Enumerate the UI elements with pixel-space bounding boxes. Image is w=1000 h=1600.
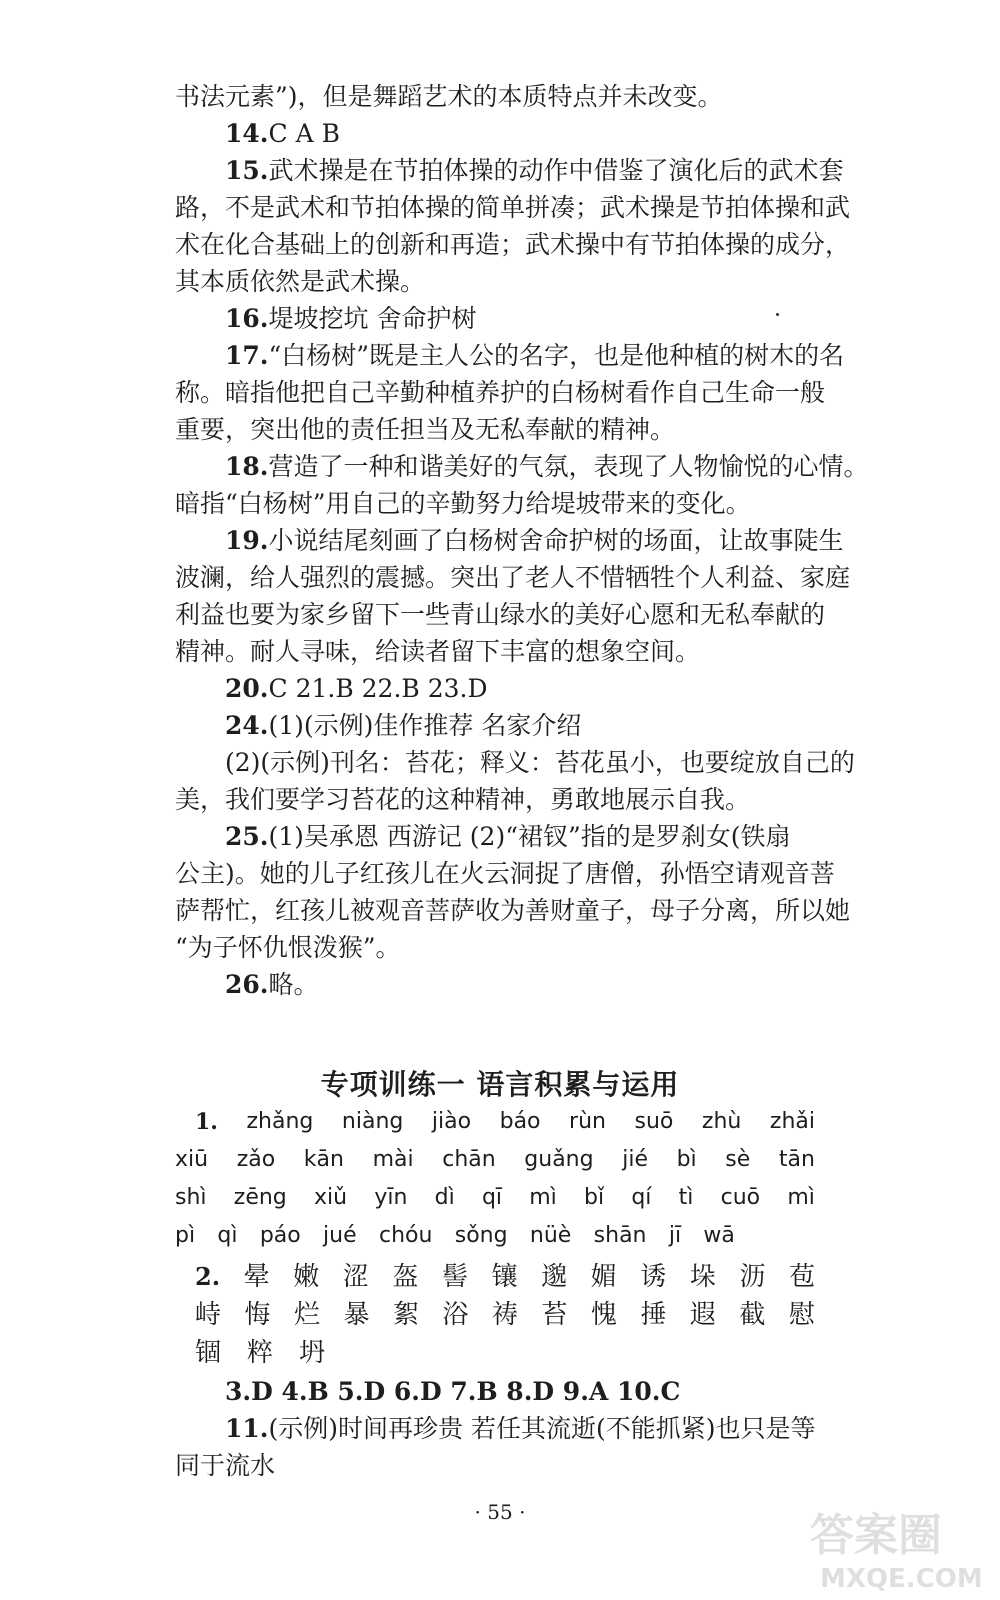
pinyin-item: kān [303, 1147, 344, 1172]
answer-25-text: (1)吴承恩 西游记 (2)“裙钗”指的是罗刹女(铁扇 [268, 822, 791, 851]
svg-text:答案圈: 答案圈 [810, 1510, 942, 1561]
hanzi-item: 截 [739, 1300, 766, 1330]
line-top: 书法元素”)，但是舞蹈艺术的本质特点并未改变。 [175, 82, 723, 111]
answer-25-line-4: “为子怀仇恨泼猴”。 [175, 933, 401, 962]
hanzi-item: 垛 [689, 1262, 716, 1292]
answer-16-text: 堤坡挖坑 舍命护树 [268, 304, 477, 333]
print-speck [776, 313, 779, 316]
pinyin-item: qī [481, 1185, 503, 1210]
answer-25-line-1 [175, 818, 815, 855]
hanzi-item: 烂 [293, 1300, 320, 1330]
answer-15-line-3: 术在化合基础上的创新和再造；武术操中有节拍体操的成分， [175, 230, 851, 259]
hanzi-item: 捶 [640, 1300, 667, 1330]
answer-26 [175, 966, 815, 1003]
hanzi-item: 盔 [392, 1262, 419, 1292]
hanzi-item: 晕 [243, 1262, 270, 1292]
pinyin-item: jiào [431, 1109, 472, 1134]
pinyin-item: tì [678, 1185, 694, 1210]
answer-16-number: 16. [225, 304, 269, 333]
pinyin-item: zǎo [236, 1147, 276, 1172]
answers-block [175, 78, 869, 1003]
answer-20-23 [175, 670, 815, 707]
pinyin-item: sè [725, 1147, 751, 1172]
hanzi-item: 絮 [392, 1300, 419, 1330]
watermark-logo [800, 1495, 990, 1595]
q1-number: 1. [195, 1109, 218, 1135]
pinyin-item: guǎng [524, 1147, 594, 1172]
pinyin-item: qì [217, 1223, 238, 1248]
answers-lower-block [175, 1373, 815, 1484]
answer-14-number: 14. [225, 119, 269, 148]
hanzi-item: 诱 [640, 1262, 667, 1292]
answer-3-10: 3.D 4.B 5.D 6.D 7.B 8.D 9.A 10.C [225, 1377, 681, 1406]
watermark-icon [800, 1495, 990, 1595]
pinyin-item: jī [668, 1223, 682, 1248]
hanzi-item: 慰 [788, 1300, 815, 1330]
pinyin-item: zhǎng [246, 1109, 314, 1134]
answer-19-line-4: 精神。耐人寻味，给读者留下丰富的想象空间。 [175, 637, 701, 666]
page-number: · 55 · [474, 1500, 526, 1524]
pinyin-item: mì [529, 1185, 557, 1210]
answer-14 [175, 115, 815, 152]
answer-15-line-2: 路，不是武术和节拍体操的简单拼凑；武术操是节拍体操和武 [175, 193, 851, 222]
answer-17-text: “白杨树”既是主人公的名字，也是他种植的树木的名 [268, 341, 845, 370]
answer-19-line-2: 波澜，给人强烈的震撼。突出了老人不惜牺牲个人利益、家庭 [175, 563, 851, 592]
answer-18-line-2: 暗指“白杨树”用自己的辛勤努力给堤坡带来的变化。 [175, 489, 751, 518]
pinyin-item: xiū [175, 1147, 209, 1172]
hanzi-item: 镶 [491, 1262, 518, 1292]
answer-20-number: 20. [225, 674, 269, 703]
hanzi-item: 峙 [195, 1300, 222, 1330]
answer-17-line-2: 称。暗指他把自己辛勤种植养护的白杨树看作自己生命一般 [175, 378, 826, 407]
hanzi-item: 祷 [491, 1300, 518, 1330]
pinyin-item: yīn [374, 1185, 408, 1210]
pinyin-row-4 [175, 1217, 735, 1255]
answer-15-text: 武术操是在节拍体操的动作中借鉴了演化后的武术套 [268, 156, 844, 185]
pinyin-item: jié [622, 1147, 648, 1172]
answer-15-line-1 [175, 152, 844, 189]
hanzi-item: 媚 [590, 1262, 617, 1292]
q2-number: 2. [195, 1262, 221, 1291]
answer-15-number: 15. [225, 156, 269, 185]
answer-11-text: (示例)时间再珍贵 若任其流逝(不能抓紧)也只是等 [268, 1414, 816, 1443]
hanzi-item: 沥 [739, 1262, 766, 1292]
pinyin-item: wā [703, 1223, 735, 1248]
answer-19-text: 小说结尾刻画了白杨树舍命护树的场面，让故事陡生 [268, 526, 844, 555]
answer-11-line-1 [175, 1410, 815, 1447]
pinyin-row-2 [175, 1141, 815, 1179]
answer-16 [175, 300, 815, 337]
answer-20-23-text: C 21.B 22.B 23.D [268, 674, 488, 703]
answer-24-line-1 [175, 707, 815, 744]
answer-24-line-2: (2)(示例)刊名：苔花；释义：苔花虽小，也要绽放自己的 [225, 748, 855, 777]
hanzi-row-3 [195, 1334, 815, 1372]
pinyin-item: páo [259, 1223, 301, 1248]
answer-19-number: 19. [225, 526, 269, 555]
pinyin-item: mài [372, 1147, 414, 1172]
answer-17-line-1 [175, 337, 845, 374]
answer-18-line-1 [175, 448, 869, 485]
answer-18-number: 18. [225, 452, 269, 481]
hanzi-item: 粹 [247, 1338, 274, 1368]
hanzi-row-1 [195, 1258, 815, 1296]
answer-25-line-3: 萨帮忙，红孩儿被观音菩萨收为善财童子，母子分离，所以她 [175, 896, 851, 925]
answer-17-line-3: 重要，突出他的责任担当及无私奉献的精神。 [175, 415, 676, 444]
hanzi-item: 愧 [590, 1300, 617, 1330]
pinyin-item: rùn [569, 1109, 606, 1134]
pinyin-row-1 [195, 1103, 815, 1141]
section-title: 专项训练一 语言积累与运用 [320, 1068, 680, 1101]
hanzi-item: 邈 [541, 1262, 568, 1292]
answer-15-line-4: 其本质依然是武术操。 [175, 267, 426, 296]
pinyin-item: zhù [701, 1109, 742, 1134]
pinyin-item: dì [434, 1185, 455, 1210]
hanzi-item: 悔 [244, 1300, 271, 1330]
hanzi-block [195, 1258, 815, 1372]
answer-25-line-2: 公主)。她的儿子红孩儿在火云洞捉了唐僧，孙悟空请观音菩 [175, 859, 835, 888]
pinyin-item: jué [323, 1223, 357, 1248]
pinyin-item: shì [175, 1185, 207, 1210]
pinyin-item: niàng [341, 1109, 404, 1134]
pinyin-item: suō [634, 1109, 674, 1134]
answer-19-line-3: 利益也要为家乡留下一些青山绿水的美好心愿和无私奉献的 [175, 600, 826, 629]
hanzi-item: 浴 [442, 1300, 469, 1330]
pinyin-item: tān [778, 1147, 815, 1172]
pinyin-item: mì [787, 1185, 815, 1210]
answer-25-number: 25. [225, 822, 269, 851]
svg-text:MXQE.COM: MXQE.COM [820, 1564, 983, 1594]
answer-11-number: 11. [225, 1414, 269, 1443]
pinyin-item: cuō [720, 1185, 761, 1210]
hanzi-item: 苞 [788, 1262, 815, 1292]
hanzi-item: 遐 [689, 1300, 716, 1330]
pinyin-item: bǐ [584, 1185, 605, 1210]
pinyin-item: sǒng [454, 1223, 508, 1248]
hanzi-item: 暴 [343, 1300, 370, 1330]
answer-11-line-2: 同于流水 [175, 1451, 276, 1480]
hanzi-item: 涩 [342, 1262, 369, 1292]
answer-24-number: 24. [225, 711, 269, 740]
pinyin-item: bì [676, 1147, 697, 1172]
answer-18-text: 营造了一种和谐美好的气氛，表现了人物愉悦的心情。 [268, 452, 869, 481]
pinyin-item: shān [593, 1223, 647, 1248]
pinyin-item: qí [631, 1185, 652, 1210]
pinyin-item: chóu [378, 1223, 433, 1248]
pinyin-item: báo [499, 1109, 541, 1134]
pinyin-item: pì [175, 1223, 196, 1248]
answer-26-text: 略。 [268, 970, 319, 999]
hanzi-item: 嫩 [293, 1262, 320, 1292]
pinyin-item: xiǔ [314, 1185, 348, 1210]
answer-14-text: C A B [268, 119, 340, 148]
pinyin-item: chān [442, 1147, 496, 1172]
hanzi-item: 锢 [195, 1338, 222, 1368]
pinyin-row-3 [175, 1179, 815, 1217]
answer-17-number: 17. [225, 341, 269, 370]
hanzi-row-2 [195, 1296, 815, 1334]
hanzi-item: 髻 [441, 1262, 468, 1292]
pinyin-item: zēng [233, 1185, 287, 1210]
pinyin-item: zhǎi [769, 1109, 815, 1134]
answer-19-line-1 [175, 522, 844, 559]
answer-24-line-3: 美，我们要学习苔花的这种精神，勇敢地展示自我。 [175, 785, 751, 814]
pinyin-block [175, 1103, 815, 1255]
pinyin-item: nüè [529, 1223, 572, 1248]
hanzi-item: 坍 [299, 1338, 326, 1368]
answer-26-number: 26. [225, 970, 269, 999]
answer-24-text: (1)(示例)佳作推荐 名家介绍 [268, 711, 582, 740]
hanzi-item: 苔 [541, 1300, 568, 1330]
